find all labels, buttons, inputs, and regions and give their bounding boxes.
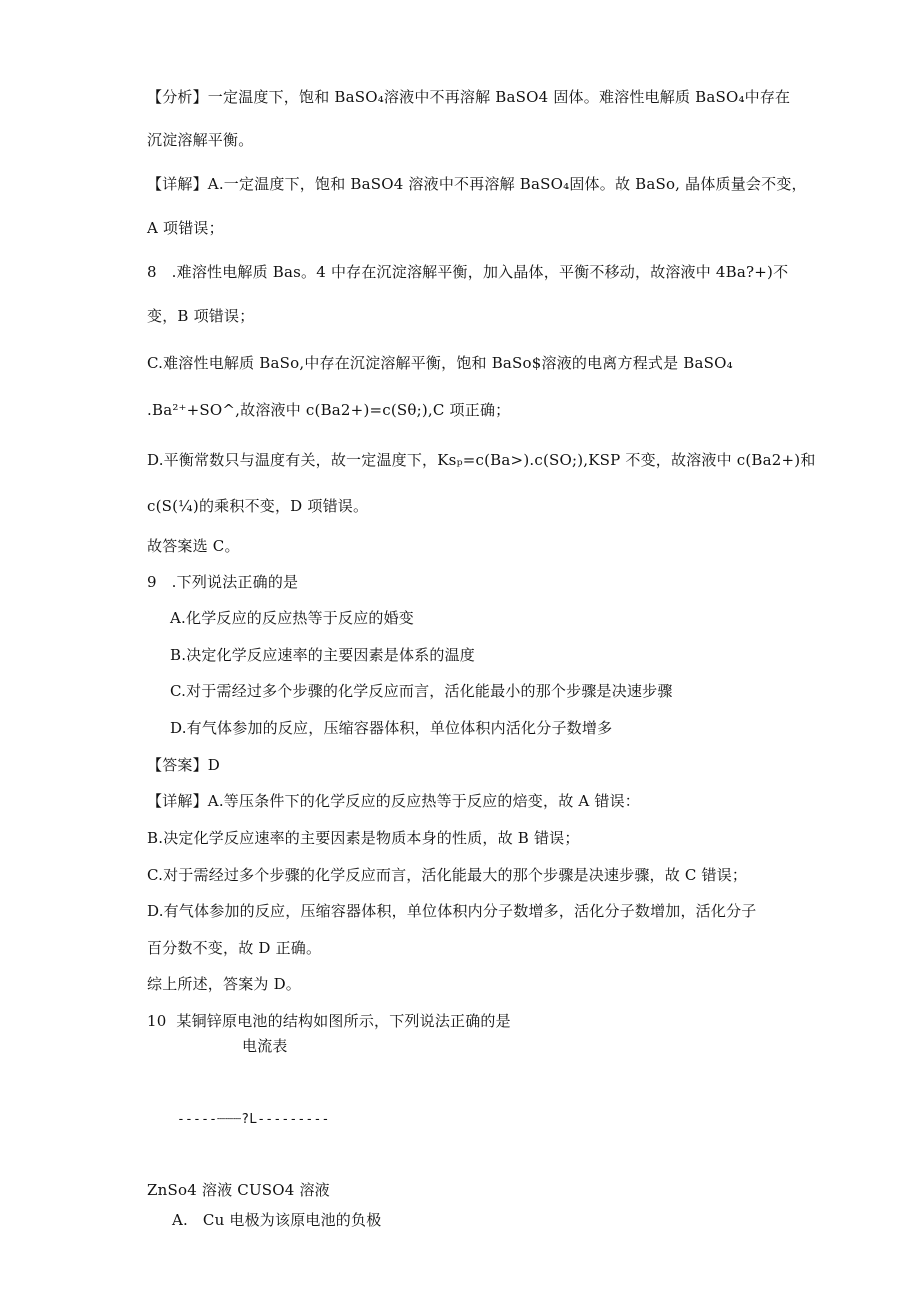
question-9-option-a: A.化学反应的反应热等于反应的婚变 xyxy=(170,609,415,627)
analysis-line-2: 沉淀溶解平衡。 xyxy=(147,131,254,149)
figure-label-solutions: ZnSo4 溶液 CUSO4 溶液 xyxy=(147,1181,330,1199)
question-10-stem: 10 某铜锌原电池的结构如图所示，下列说法正确的是 xyxy=(147,1012,511,1030)
detail-line-c-2: .Ba²⁺+SO^,故溶液中 c(Ba2+)=c(Sθ;),C 项正确； xyxy=(147,401,511,419)
detail-line-c-1: C.难溶性电解质 BaSo,中存在沉淀溶解平衡，饱和 BaSo$溶液的电离方程式是 BaSO₄ xyxy=(147,354,733,372)
question-9-option-d: D.有气体参加的反应，压缩容器体积，单位体积内活化分子数增多 xyxy=(170,719,613,737)
detail-line-d-1: D.平衡常数只与温度有关，故一定温度下，Ksₚ=c(Ba>).c(SO;),KSP 不变，故溶液中 c(Ba2+)和 xyxy=(147,451,816,469)
question-9-detail-d-1: D.有气体参加的反应，压缩容器体积，单位体积内分子数增多，活化分子数增加，活化分子 xyxy=(147,902,757,920)
question-9-detail-c: C.对于需经过多个步骤的化学反应而言，活化能最大的那个步骤是决速步骤，故 C 错误； xyxy=(147,866,748,884)
question-10-option-a: A. Cu 电极为该原电池的负极 xyxy=(172,1211,382,1229)
question-9-detail-a: 【详解】A.等压条件下的化学反应的反应热等于反应的焙变，故 A 错误： xyxy=(147,792,640,810)
question-9-option-c: C.对于需经过多个步骤的化学反应而言，活化能最小的那个步骤是决速步骤 xyxy=(170,682,673,700)
answer-conclusion: 故答案选 C。 xyxy=(147,537,240,555)
question-9-stem: 9 .下列说法正确的是 xyxy=(147,573,299,591)
question-9-summary: 综上所述，答案为 D。 xyxy=(147,975,301,993)
question-9-option-b: B.决定化学反应速率的主要因素是体系的温度 xyxy=(170,646,475,664)
detail-line-d-2: c(S(¼)的乘积不变，D 项错误。 xyxy=(147,497,369,515)
analysis-line-1: 【分析】一定温度下，饱和 BaSO₄溶液中不再溶解 BaSO4 固体。难溶性电解质 BaSO₄中存在 xyxy=(147,88,791,106)
detail-line-a-1: 【详解】A.一定温度下，饱和 BaSO4 溶液中不再溶解 BaSO₄固体。故 BaSo, 晶体质量会不变， xyxy=(147,175,807,193)
figure-circuit-line: -----┈┈┈?L--------- xyxy=(177,1112,330,1127)
detail-line-b-1: 8 .难溶性电解质 Bas。4 中存在沉淀溶解平衡，加入晶体，平衡不移动，故溶液中 4Ba?+)不 xyxy=(147,263,789,281)
detail-line-a-2: A 项错误； xyxy=(147,219,224,237)
figure-label-ammeter: 电流表 xyxy=(242,1037,288,1055)
question-9-detail-d-2: 百分数不变，故 D 正确。 xyxy=(147,939,322,957)
question-9-answer: 【答案】D xyxy=(147,756,221,774)
detail-line-b-2: 变，B 项错误； xyxy=(147,307,255,325)
question-9-detail-b: B.决定化学反应速率的主要因素是物质本身的性质，故 B 错误； xyxy=(147,829,580,847)
